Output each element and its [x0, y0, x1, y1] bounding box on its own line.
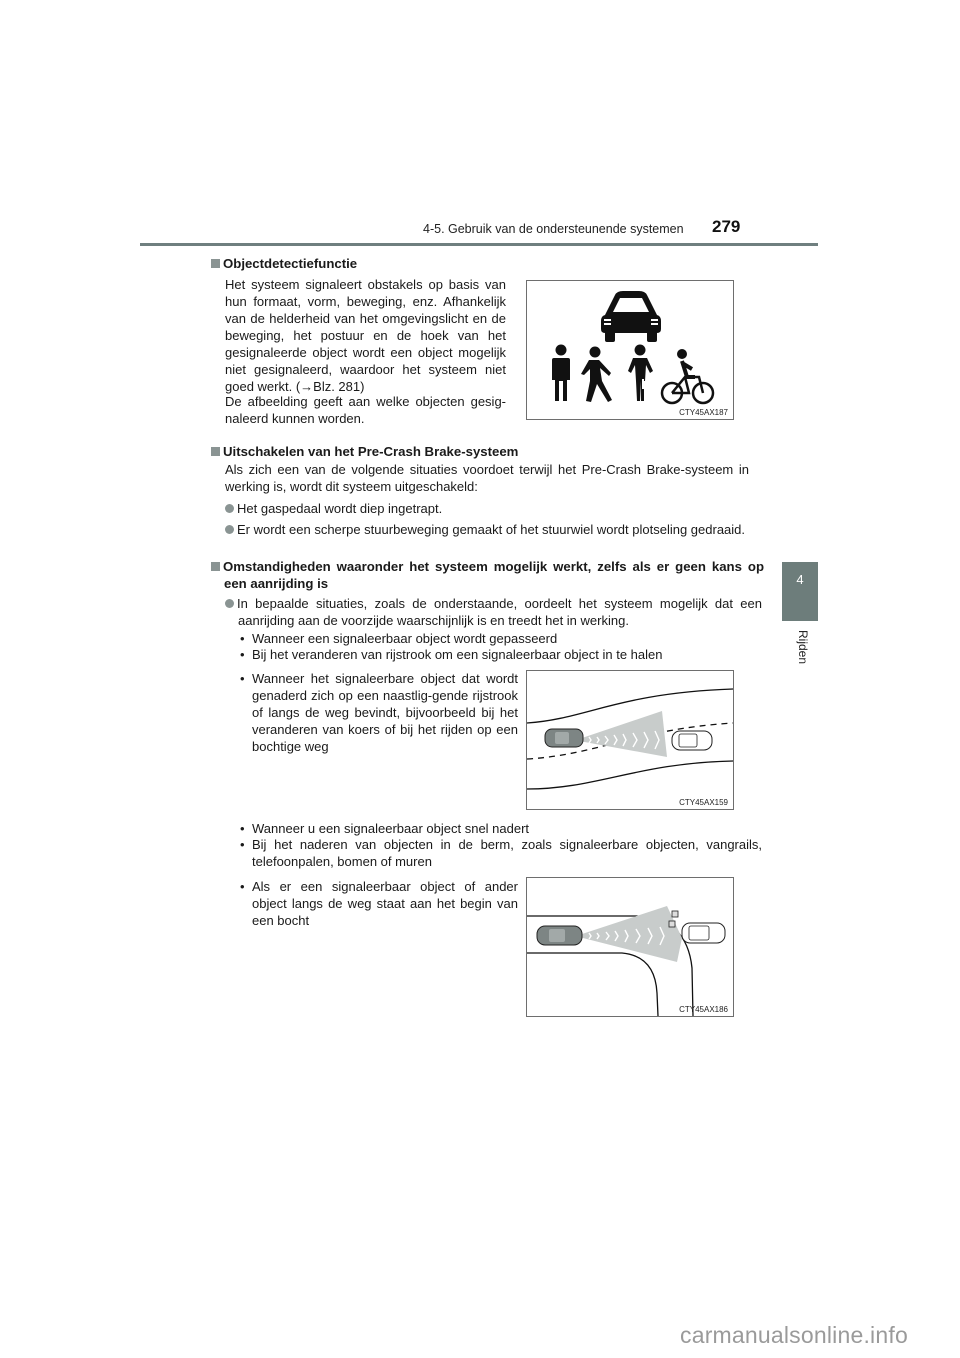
sub-bullet: • Wanneer u een signaleerbaar object snel nadert	[238, 820, 762, 837]
list-item-text: In bepaalde situaties, zoals de onderstaande, oordeelt het systeem mogelijk dat een aanrijding aan de voorzijde waarschijnlijk is en treedt het in werking.	[237, 596, 762, 628]
list-item-text: Er wordt een scherpe stuurbeweging gemaakt of het stuurwiel wordt plotseling gedraaid.	[237, 522, 746, 537]
paragraph: De afbeelding geeft aan welke objecten gesig-naleerd kunnen worden.	[225, 394, 506, 426]
cyclist-standing-icon	[628, 345, 653, 402]
cyclist-riding-icon	[662, 349, 713, 403]
paragraph: Het systeem signaleert obstakels op basis van hun formaat, vorm, beweging, enz. Afhankelijk van de helderheid van het omgevingslicht en de beweging, het postuur en de hoek van het gesignaleerde object wordt een object mogelijk niet gesignaleerd, waardoor het systeem niet goed werkt. (→Blz. 281)	[225, 277, 506, 394]
list-item-text: Het gaspedaal wordt diep ingetrapt.	[237, 501, 443, 516]
sub-bullet: • Bij het veranderen van rijstrook om een signaleerbaar object in te halen	[238, 646, 762, 663]
pedestrian-standing-icon	[552, 345, 570, 402]
square-bullet-icon	[211, 447, 220, 456]
paragraph: Als zich een van de volgende situaties voordoet terwijl het Pre-Crash Brake-systeem in werking is, wordt dit systeem uitgeschakeld:	[225, 462, 749, 494]
target-car-icon	[672, 731, 712, 750]
curve-start-illustration	[527, 878, 733, 1016]
square-bullet-icon	[211, 562, 220, 571]
chapter-tab[interactable]	[782, 562, 818, 621]
heading-text: Objectdetectiefunctie	[223, 256, 358, 271]
section-heading-objectdetectie	[211, 255, 357, 272]
figure-adjacent-lane	[526, 670, 734, 810]
car-front-icon	[601, 291, 661, 342]
adjacent-lane-illustration	[527, 671, 733, 809]
figure-code: CTY45AX187	[679, 408, 728, 417]
heading-text: Omstandigheden waaronder het systeem mogelijk werkt, zelfs als er geen kans op een aanrijding is	[223, 559, 764, 591]
figure-code: CTY45AX159	[679, 798, 728, 807]
list-item	[225, 500, 749, 517]
section-heading-omstandigheden	[211, 558, 764, 592]
sub-bullet: • Wanneer het signaleerbare object dat wordt genaderd zich op een naastlig-gende rijstrook of langs de weg bevindt, bijvoorbeeld bij het veranderen van koers of bij het rijden op een bochtige weg	[238, 670, 518, 755]
sub-bullet: • Als er een signaleerbaar object of ander object langs de weg staat aan het begin van een bocht	[238, 878, 518, 929]
chapter-number: 4	[796, 572, 804, 587]
detectable-objects-illustration	[527, 281, 733, 419]
chapter-label-text: Rijden	[796, 630, 810, 665]
round-bullet-icon	[225, 504, 234, 513]
header-divider	[140, 243, 818, 246]
list-item	[225, 521, 762, 538]
round-bullet-icon	[225, 599, 234, 608]
square-bullet-icon	[211, 259, 220, 268]
watermark: carmanualsonline.info	[680, 1322, 908, 1348]
target-car-icon	[682, 923, 725, 943]
chapter-label	[783, 630, 817, 680]
section-heading-uitschakelen	[211, 443, 518, 460]
sub-bullet: • Wanneer een signaleerbaar object wordt gepasseerd	[238, 630, 762, 647]
figure-detectable-objects	[526, 280, 734, 420]
figure-code: CTY45AX186	[679, 1005, 728, 1014]
own-car-icon	[545, 729, 583, 747]
own-car-icon	[537, 926, 582, 945]
list-item	[225, 595, 762, 629]
sub-bullet: • Bij het naderen van objecten in de berm, zoals signaleerbare objecten, vangrails, telefoonpalen, bomen of muren	[238, 836, 762, 870]
pedestrian-walking-icon	[581, 347, 612, 403]
section-header: 4-5. Gebruik van de ondersteunende systemen	[423, 222, 684, 236]
figure-curve-start	[526, 877, 734, 1017]
round-bullet-icon	[225, 525, 234, 534]
page-number: 279	[712, 217, 741, 236]
heading-text: Uitschakelen van het Pre-Crash Brake-systeem	[223, 444, 519, 459]
